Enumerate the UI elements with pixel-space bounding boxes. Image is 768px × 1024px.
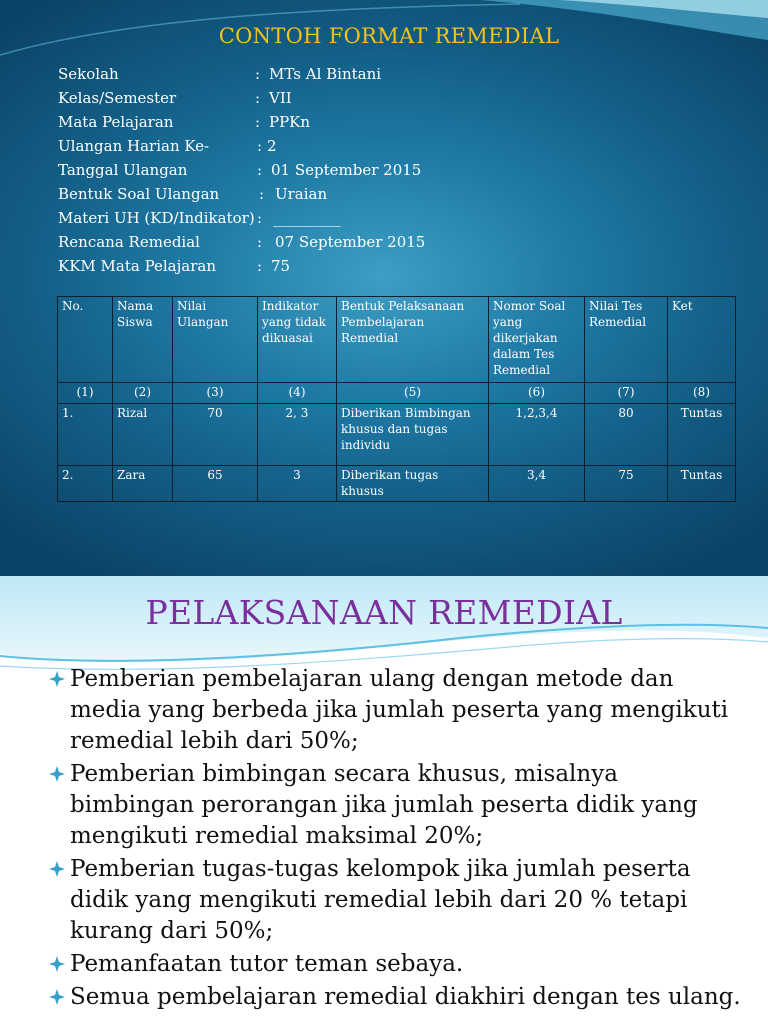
bullet-text: Pemberian bimbingan secara khusus, misalnya bimbingan perorangan jika jumlah peserta didik yang mengikuti remedial maksimal 20%; <box>70 761 698 849</box>
list-item <box>48 854 748 947</box>
table-cell: Diberikan tugas khusus <box>337 466 489 502</box>
info-colon: : <box>257 137 263 155</box>
info-colon: : <box>259 185 265 203</box>
column-number: (5) <box>337 383 489 404</box>
info-value: 75 <box>271 257 291 275</box>
table-cell: 3 <box>258 466 337 502</box>
list-item <box>48 982 748 1013</box>
info-colon: : <box>257 161 263 179</box>
info-label: Ulangan Harian Ke- <box>58 137 210 155</box>
bullet-text: Semua pembelajaran remedial diakhiri dengan tes ulang. <box>70 984 741 1010</box>
info-colon: : <box>257 233 263 251</box>
table-row <box>58 466 736 502</box>
table-cell: 80 <box>585 404 668 466</box>
info-value: VII <box>269 89 292 107</box>
column-header: Ket <box>668 297 736 383</box>
column-number: (7) <box>585 383 668 404</box>
table-cell: 75 <box>585 466 668 502</box>
info-label: Tanggal Ulangan <box>58 161 188 179</box>
column-number-row <box>58 383 736 404</box>
column-header: Nilai Tes Remedial <box>585 297 668 383</box>
column-number: (3) <box>173 383 258 404</box>
remedial-table <box>57 296 736 502</box>
column-number: (4) <box>258 383 337 404</box>
slide2-title: PELAKSANAAN REMEDIAL <box>145 593 623 632</box>
table-cell: 65 <box>173 466 258 502</box>
table-cell: Zara <box>113 466 173 502</box>
column-number: (6) <box>489 383 585 404</box>
info-value: MTs Al Bintani <box>269 65 382 83</box>
info-colon: : <box>255 89 261 107</box>
info-label: Rencana Remedial <box>58 233 200 251</box>
info-colon: : <box>257 257 263 275</box>
table-row <box>58 404 736 466</box>
info-value: _________ <box>273 209 341 227</box>
info-colon: : <box>255 113 261 131</box>
table-cell: 1. <box>58 404 113 466</box>
table-cell: Rizal <box>113 404 173 466</box>
table-cell: 3,4 <box>489 466 585 502</box>
column-number: (8) <box>668 383 736 404</box>
info-label: Mata Pelajaran <box>58 113 174 131</box>
slide-pelaksanaan-remedial <box>0 576 768 1024</box>
column-number: (1) <box>58 383 113 404</box>
info-colon: : <box>255 65 261 83</box>
bullet-list <box>48 664 748 1015</box>
column-header: Nomor Soal yang dikerjakan dalam Tes Remedial <box>489 297 585 383</box>
info-colon: : <box>257 209 263 227</box>
slide1-title: CONTOH FORMAT REMEDIAL <box>218 24 560 48</box>
diamond-bullet-icon <box>48 670 66 688</box>
diamond-bullet-icon <box>48 988 66 1006</box>
diamond-bullet-icon <box>48 955 66 973</box>
list-item <box>48 949 748 980</box>
info-label: KKM Mata Pelajaran <box>58 257 216 275</box>
info-label: Materi UH (KD/Indikator) <box>58 209 255 227</box>
info-value: PPKn <box>269 113 311 131</box>
table-cell: Diberikan Bimbingan khusus dan tugas individu <box>337 404 489 466</box>
table-cell: 70 <box>173 404 258 466</box>
table-cell: 2. <box>58 466 113 502</box>
info-value: Uraian <box>275 185 328 203</box>
info-label: Bentuk Soal Ulangan <box>58 185 220 203</box>
list-item <box>48 759 748 852</box>
column-header: No. <box>58 297 113 383</box>
column-number: (2) <box>113 383 173 404</box>
list-item <box>48 664 748 757</box>
table-cell: 1,2,3,4 <box>489 404 585 466</box>
info-value: 2 <box>267 137 277 155</box>
info-value: 07 September 2015 <box>275 233 426 251</box>
table-cell: 2, 3 <box>258 404 337 466</box>
column-header: Nilai Ulangan <box>173 297 258 383</box>
info-label: Sekolah <box>58 65 119 83</box>
column-header: Indikator yang tidak dikuasai <box>258 297 337 383</box>
bullet-text: Pemanfaatan tutor teman sebaya. <box>70 951 464 977</box>
diamond-bullet-icon <box>48 765 66 783</box>
info-label: Kelas/Semester <box>58 89 177 107</box>
table-header-row <box>58 297 736 383</box>
column-header: Bentuk Pelaksanaan Pembelajaran Remedial <box>337 297 489 383</box>
bullet-text: Pemberian pembelajaran ulang dengan metode dan media yang berbeda jika jumlah peserta yang mengikuti remedial lebih dari 50%; <box>70 666 729 754</box>
column-header: Nama Siswa <box>113 297 173 383</box>
bullet-text: Pemberian tugas-tugas kelompok jika jumlah peserta didik yang mengikuti remedial lebih dari 20 % tetapi kurang dari 50%; <box>70 856 691 944</box>
diamond-bullet-icon <box>48 860 66 878</box>
table-cell: Tuntas <box>668 404 736 466</box>
table-cell: Tuntas <box>668 466 736 502</box>
info-value: 01 September 2015 <box>271 161 422 179</box>
